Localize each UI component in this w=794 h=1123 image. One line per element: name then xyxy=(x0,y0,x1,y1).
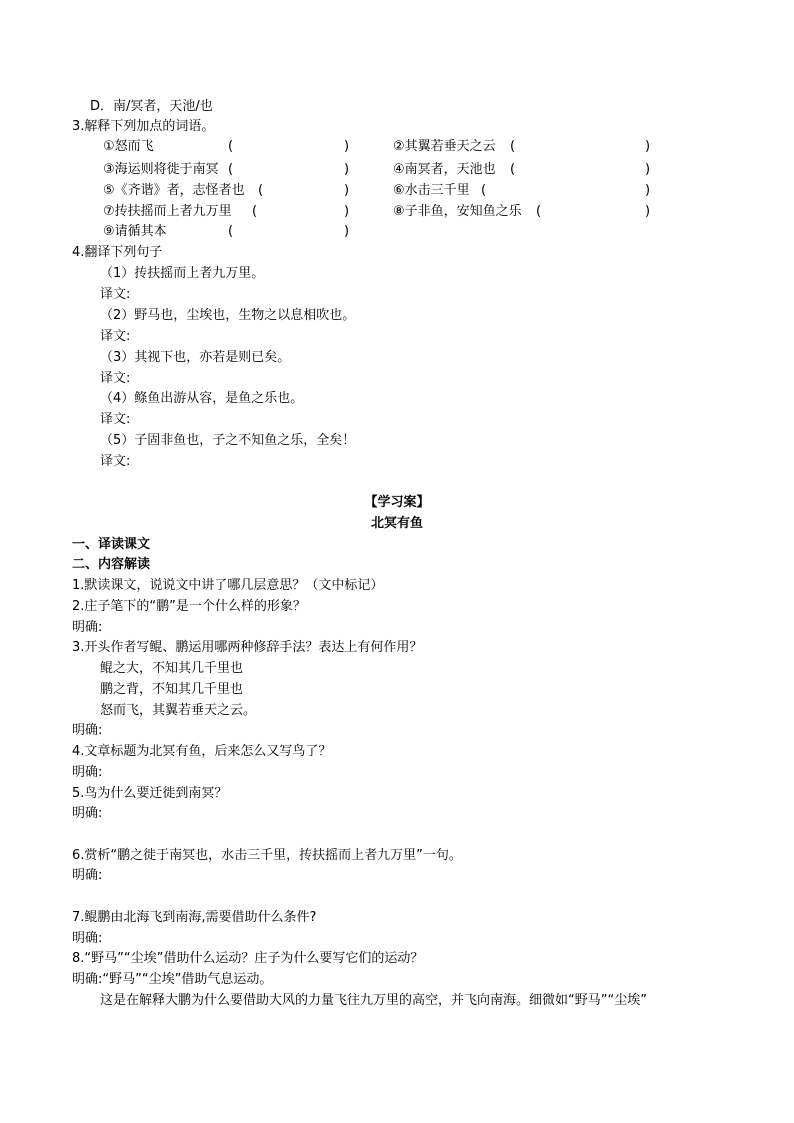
paren-open: ( xyxy=(228,139,234,154)
quote-line: 鲲之大，不知其几千里也 xyxy=(100,661,244,676)
vocab-item: ②其翼若垂天之云 xyxy=(393,139,496,154)
paren-close: ) xyxy=(645,139,651,154)
paren-close: ) xyxy=(344,139,350,154)
paren-close: ) xyxy=(645,204,651,219)
paren-close: ) xyxy=(344,224,350,239)
quote-line: 怒而飞，其翼若垂天之云。 xyxy=(100,703,257,718)
mingque-label: 明确: xyxy=(72,723,103,738)
paren-open: ( xyxy=(228,224,234,239)
explanation-line: 这是在解释大鹏为什么要借助大风的力量飞往九万里的高空，并飞向南海。细微如“野马”“尘埃” xyxy=(100,993,647,1008)
vocab-item: ④南冥者，天池也 xyxy=(393,162,496,177)
question-3-heading: 3.解释下列加点的词语。 xyxy=(72,119,215,134)
mingque-label: 明确: xyxy=(72,765,103,780)
paren-open: ( xyxy=(510,162,516,177)
study-question: 4.文章标题为北冥有鱼，后来怎么又写鸟了？ xyxy=(72,744,332,759)
study-question: 3.开头作者写鲲、鹏运用哪两种修辞手法？表达上有何作用？ xyxy=(72,640,423,655)
paren-open: ( xyxy=(228,162,234,177)
answer-label: 译文: xyxy=(100,412,131,427)
vocab-item: ①怒而飞 xyxy=(103,139,154,154)
study-question: 1.默读课文，说说文中讲了哪几层意思？（文中标记） xyxy=(72,578,384,593)
paren-open: ( xyxy=(258,183,264,198)
vocab-item: ⑦抟扶摇而上者九万里 xyxy=(103,204,232,219)
mingque-label: 明确: xyxy=(72,868,103,883)
answer-label: 译文: xyxy=(100,454,131,469)
study-question: 2.庄子笔下的“鹏”是一个什么样的形象？ xyxy=(72,599,306,614)
question-4-heading: 4.翻译下列句子 xyxy=(72,245,163,260)
vocab-item: ⑤《齐谐》者，志怪者也 xyxy=(103,183,245,198)
section-heading: 二、内容解读 xyxy=(72,557,151,572)
paren-open: ( xyxy=(252,204,258,219)
mingque-label: 明确: xyxy=(72,806,103,821)
paren-open: ( xyxy=(536,204,542,219)
paren-close: ) xyxy=(344,162,350,177)
answer-label: 译文: xyxy=(100,371,131,386)
quote-line: 鹏之背，不知其几千里也 xyxy=(100,682,244,697)
vocab-item: ⑥水击三千里 xyxy=(393,183,470,198)
translate-sentence: （5）子固非鱼也，子之不知鱼之乐，全矣！ xyxy=(100,433,356,448)
paren-close: ) xyxy=(344,204,350,219)
mingque-label: 明确: xyxy=(72,931,103,946)
vocab-item: ⑧子非鱼，安知鱼之乐 xyxy=(393,204,522,219)
paren-close: ) xyxy=(645,162,651,177)
answer-label: 译文: xyxy=(100,329,131,344)
option-d: D．南/冥者，天池/也 xyxy=(90,99,213,114)
vocab-item: ③海运则将徙于南冥 xyxy=(103,162,219,177)
translate-sentence: （3）其视下也，亦若是则已矣。 xyxy=(100,350,291,365)
translate-sentence: （4）鲦鱼出游从容，是鱼之乐也。 xyxy=(100,391,304,406)
study-question: 6.赏析“鹏之徙于南冥也，水击三千里，抟扶摇而上者九万里”一句。 xyxy=(72,848,462,863)
study-question: 7.鲲鹏由北海飞到南海,需要借助什么条件? xyxy=(72,910,317,925)
paren-close: ) xyxy=(344,183,350,198)
study-question: 5.鸟为什么要迁徙到南冥？ xyxy=(72,786,228,801)
section-subtitle: 北冥有鱼 xyxy=(370,516,423,531)
vocab-item: ⑨请循其本 xyxy=(103,224,167,239)
paren-open: ( xyxy=(510,139,516,154)
answer-label: 译文: xyxy=(100,287,131,302)
section-title: 【学习案】 xyxy=(364,495,430,510)
paren-open: ( xyxy=(481,183,487,198)
answer-line: 明确:“野马”“尘埃”借助气息运动。 xyxy=(72,972,273,987)
study-question: 8.“野马”“尘埃”借助什么运动？庄子为什么要写它们的运动？ xyxy=(72,951,424,966)
paren-close: ) xyxy=(645,183,651,198)
section-heading: 一、译读课文 xyxy=(72,537,151,552)
translate-sentence: （2）野马也，尘埃也，生物之以息相吹也。 xyxy=(100,308,356,323)
translate-sentence: （1）抟扶摇而上者九万里。 xyxy=(100,266,265,281)
mingque-label: 明确: xyxy=(72,620,103,635)
